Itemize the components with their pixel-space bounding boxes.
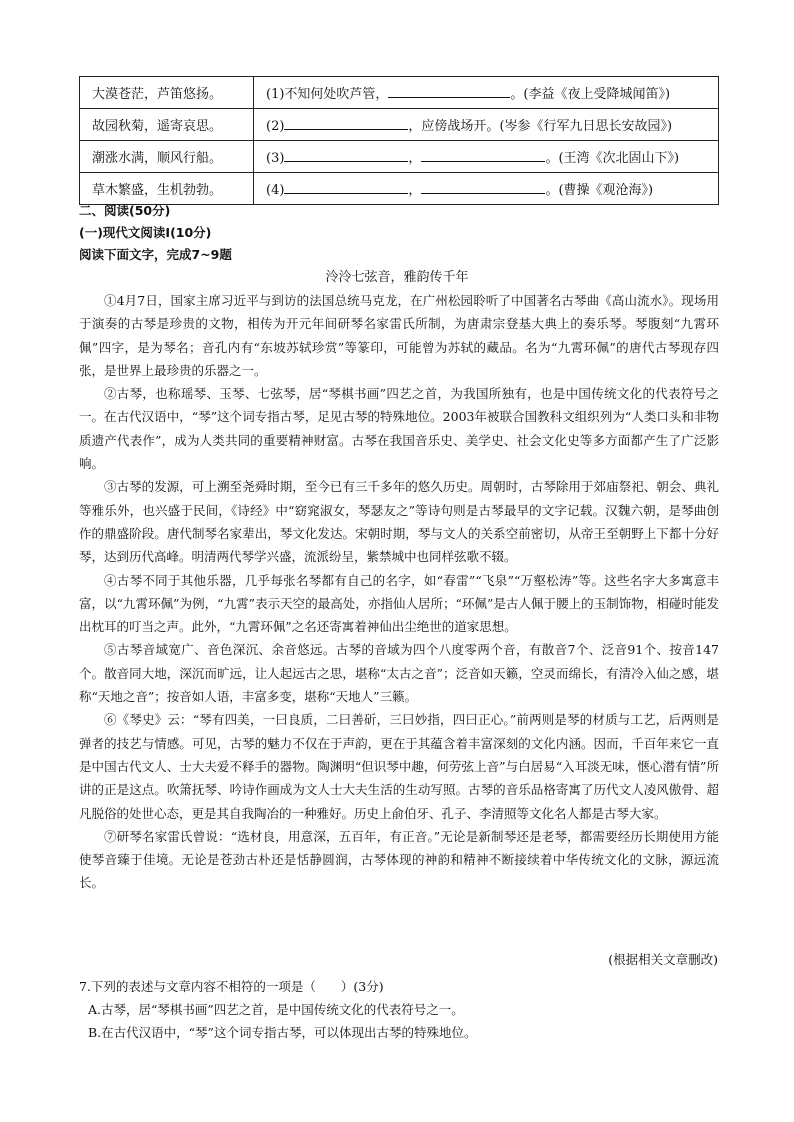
paragraph: ⑦研琴名家雷氏曾说：“选材良，用意深，五百年，有正音。”无论是新制琴还是老琴，都需要经历长期使用方能使琴音臻于佳境。无论是苍劲古朴还是恬静圆润，古琴体现的神韵和精神不断接续着中华传统文化的文脉，源远流长。 — [79, 828, 719, 891]
scene-cell: 潮涨水满，顺风行船。 — [80, 141, 254, 173]
subsection-heading: (一)现代文阅读Ⅰ(10分) — [79, 225, 212, 240]
answer-blank[interactable] — [421, 149, 545, 162]
paragraph: ③古琴的发源，可上溯至尧舜时期，至今已有三千多年的悠久历史。周朝时，古琴除用于郊庙祭祀、朝会、典礼等雅乐外，也兴盛于民间，《诗经》中“窈窕淑女，琴瑟友之”等诗句则是古琴最早的文字记载。汉魏六朝，是琴曲创作的鼎盛阶段。唐代制琴名家辈出，琴文化发达。宋朝时期，琴与文人的关系空前密切，从帝王至朝野上下都十分好琴，达到历代高峰。明清两代琴学兴盛，流派纷呈，紫禁城中也同样弦歌不辍。 — [79, 479, 719, 565]
paragraph: ⑥《琴史》云：“琴有四美，一曰良质，二曰善斫，三曰妙指，四曰正心。”前两则是琴的材质与工艺，后两则是弹者的技艺与情感。可见，古琴的魅力不仅在于声韵，更在于其蕴含着丰富深刻的文化内涵。因而，千百年来它一直是中国古代文人、士大夫爱不释手的器物。陶渊明“但识琴中趣，何劳弦上音”与白居易“入耳淡无味，惬心潜有情”所讲的正是这点。吹箫抚琴、吟诗作画成为文人士大夫生活的生动写照。古琴的音乐品格寄寓了历代文人凌风傲骨、超凡脱俗的处世心态，更是其自我陶冶的一种雅好。历史上俞伯牙、孔子、李清照等文化名人都是古琴大家。 — [79, 712, 719, 821]
article-body — [79, 289, 719, 895]
table-row — [80, 141, 719, 173]
paragraph: ①4月7日，国家主席习近平与到访的法国总统马克龙，在广州松园聆听了中国著名古琴曲《高山流水》。现场用于演奏的古琴是珍贵的文物，相传为开元年间研琴名家雷氏所制，为唐肃宗登基大典上的奏乐琴。琴腹刻“九霄环佩”四字，是为琴名；音孔内有“东坡苏轼珍赏”等篆印，可能曾为苏轼的藏品。名为“九霄环佩”的唐代古琴现存四张，是世界上最珍贵的乐器之一。 — [79, 293, 719, 378]
answer-blank[interactable] — [284, 117, 408, 130]
table-row — [80, 109, 719, 141]
paragraph: ④古琴不同于其他乐器，几乎每张名琴都有自己的名字，如“春雷”“飞泉”“万壑松涛”等。这些名字大多寓意丰富，以“九霄环佩”为例，“九霄”表示天空的最高处，亦指仙人居所；“环佩”是古人佩于腰上的玉制饰物，相碰时能发出枕耳的叮当之声。此外，“九霄环佩”之名还寄寓着神仙出尘绝世的道家思想。 — [79, 572, 719, 635]
question-7 — [79, 975, 476, 1044]
option-b[interactable]: B.在古代汉语中，“琴”这个词专指古琴，可以体现出古琴的特殊地位。 — [88, 1025, 477, 1040]
answer-cell: (2) ，应傍战场开。(岑参《行军九日思长安故园》) — [254, 109, 719, 141]
answer-cell: (1)不知何处吹芦管， 。(李益《夜上受降城闻笛》) — [254, 77, 719, 109]
answer-blank[interactable] — [421, 181, 545, 194]
answer-blank[interactable] — [284, 181, 408, 194]
scene-cell: 故园秋菊，遥寄哀思。 — [80, 109, 254, 141]
section-heading: 二、阅读(50分) — [79, 203, 171, 218]
reading-instruction: 阅读下面文字，完成7~9题 — [79, 247, 232, 262]
answer-cell: (4) ， 。(曹操《观沧海》) — [254, 173, 719, 205]
article-title: 泠泠七弦音，雅韵传千年 — [325, 270, 469, 285]
paragraph: ⑤古琴音域宽广、音色深沉、余音悠远。古琴的音域为四个八度零两个音，有散音7个、泛音91个、按音147个。散音同大地，深沉而旷远，让人起远古之思，堪称“太古之音”；泛音如天籁，空灵而绵长，有清冷入仙之感，堪称“天地之音”；按音如人语，丰富多变，堪称“天地人”三籁。 — [79, 642, 719, 705]
scene-cell: 大漠苍茫，芦笛悠扬。 — [80, 77, 254, 109]
answer-cell: (3) ， 。(王湾《次北固山下》) — [254, 141, 719, 173]
question-stem: 7.下列的表述与文章内容不相符的一项是（ ）(3分) — [79, 979, 384, 994]
answer-blank[interactable] — [388, 85, 510, 98]
table-row — [80, 173, 719, 205]
table-row — [80, 77, 719, 109]
answer-blank[interactable] — [284, 149, 408, 162]
option-a[interactable]: A.古琴，居“琴棋书画”四艺之首，是中国传统文化的代表符号之一。 — [88, 1002, 464, 1017]
paragraph: ②古琴，也称瑶琴、玉琴、七弦琴，居“琴棋书画”四艺之首，为我国所独有，也是中国传统文化的代表符号之一。在古代汉语中，“琴”这个词专指古琴，足见古琴的特殊地位。2003年被联合国教科文组织列为“人类口头和非物质遗产代表作”，成为人类共同的重要精神财富。古琴在我国音乐史、美学史、社会文化史等多方面都产生了广泛影响。 — [79, 386, 719, 472]
article-source: (根据相关文章删改) — [608, 952, 718, 967]
scene-cell: 草木繁盛，生机勃勃。 — [80, 173, 254, 205]
poem-fill-table — [79, 76, 719, 205]
